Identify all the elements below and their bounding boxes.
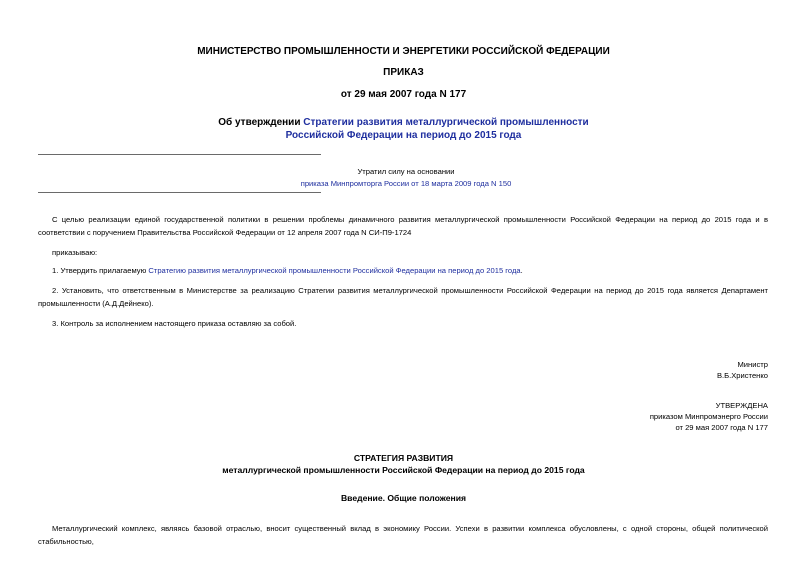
approved-label: УТВЕРЖДЕНА xyxy=(715,401,768,410)
section-paragraph: Металлургический комплекс, являясь базовой отраслью, вносит существенный вклад в экономику России. Успехи в развитии комплекса обусловлены, с одной стороны, общей политической стабильностью, xyxy=(38,524,768,546)
section-title: Введение. Общие положения xyxy=(340,493,467,503)
item-2: 2. Установить, что ответственным в Министерстве за реализацию Стратегии развития металлургической промышленности Российской Федерации на период до 2015 года является Департамент промышленности (А.Д.Дейнеко). xyxy=(38,286,768,308)
strategy-subtitle: металлургической промышленности Российской Федерации на период до 2015 года xyxy=(222,465,585,475)
approved-date: от 29 мая 2007 года N 177 xyxy=(675,423,768,432)
item-1 xyxy=(52,266,523,275)
signature-title: Министр xyxy=(737,360,768,369)
ministry-heading: МИНИСТЕРСТВО ПРОМЫШЛЕННОСТИ И ЭНЕРГЕТИКИ РОССИЙСКОЙ ФЕДЕРАЦИИ xyxy=(197,46,610,57)
order-subject-line1 xyxy=(0,116,807,129)
strategy-link[interactable]: Стратегию развития металлургической промышленности Российской Федерации на период до 2015 года xyxy=(148,266,521,275)
strategy-title: СТРАТЕГИЯ РАЗВИТИЯ xyxy=(353,453,454,463)
order-subject-prefix: Об утверждении xyxy=(218,117,304,128)
section-paragraph-block xyxy=(38,523,768,546)
approved-by: приказом Минпромэнерго России xyxy=(649,412,768,421)
order-title: ПРИКАЗ xyxy=(383,67,424,78)
repeal-order-link[interactable]: приказа Минпромторга России от 18 марта 2009 года N 150 xyxy=(300,179,512,188)
strategy-link-title-line2[interactable]: Российской Федерации на период до 2015 года xyxy=(285,130,522,141)
strategy-link-title[interactable]: Стратегии развития металлургической промышленности xyxy=(303,117,589,128)
item-1-suffix: . xyxy=(520,266,523,275)
intro-paragraph: С целью реализации единой государственной политики в решении проблемы динамичного развития металлургической промышленности Российской Федерации на период до 2015 года и в соответствии с поручением Правительства Российской Федерации от 12 апреля 2007 года N СИ-П9-1724 xyxy=(38,215,768,237)
order-subject xyxy=(0,116,807,142)
item-2-block xyxy=(38,285,768,310)
divider-bottom xyxy=(38,192,321,193)
order-date: от 29 мая 2007 года N 177 xyxy=(340,89,467,100)
item-1-prefix: 1. Утвердить прилагаемую xyxy=(52,266,149,275)
signature-name: В.Б.Христенко xyxy=(716,371,768,380)
divider-top xyxy=(38,154,321,155)
order-word: приказываю: xyxy=(52,248,98,257)
repeal-note: Утратил силу на основании xyxy=(357,167,455,176)
item-3: 3. Контроль за исполнением настоящего приказа оставляю за собой. xyxy=(52,319,297,328)
intro-paragraph-block xyxy=(38,214,768,239)
